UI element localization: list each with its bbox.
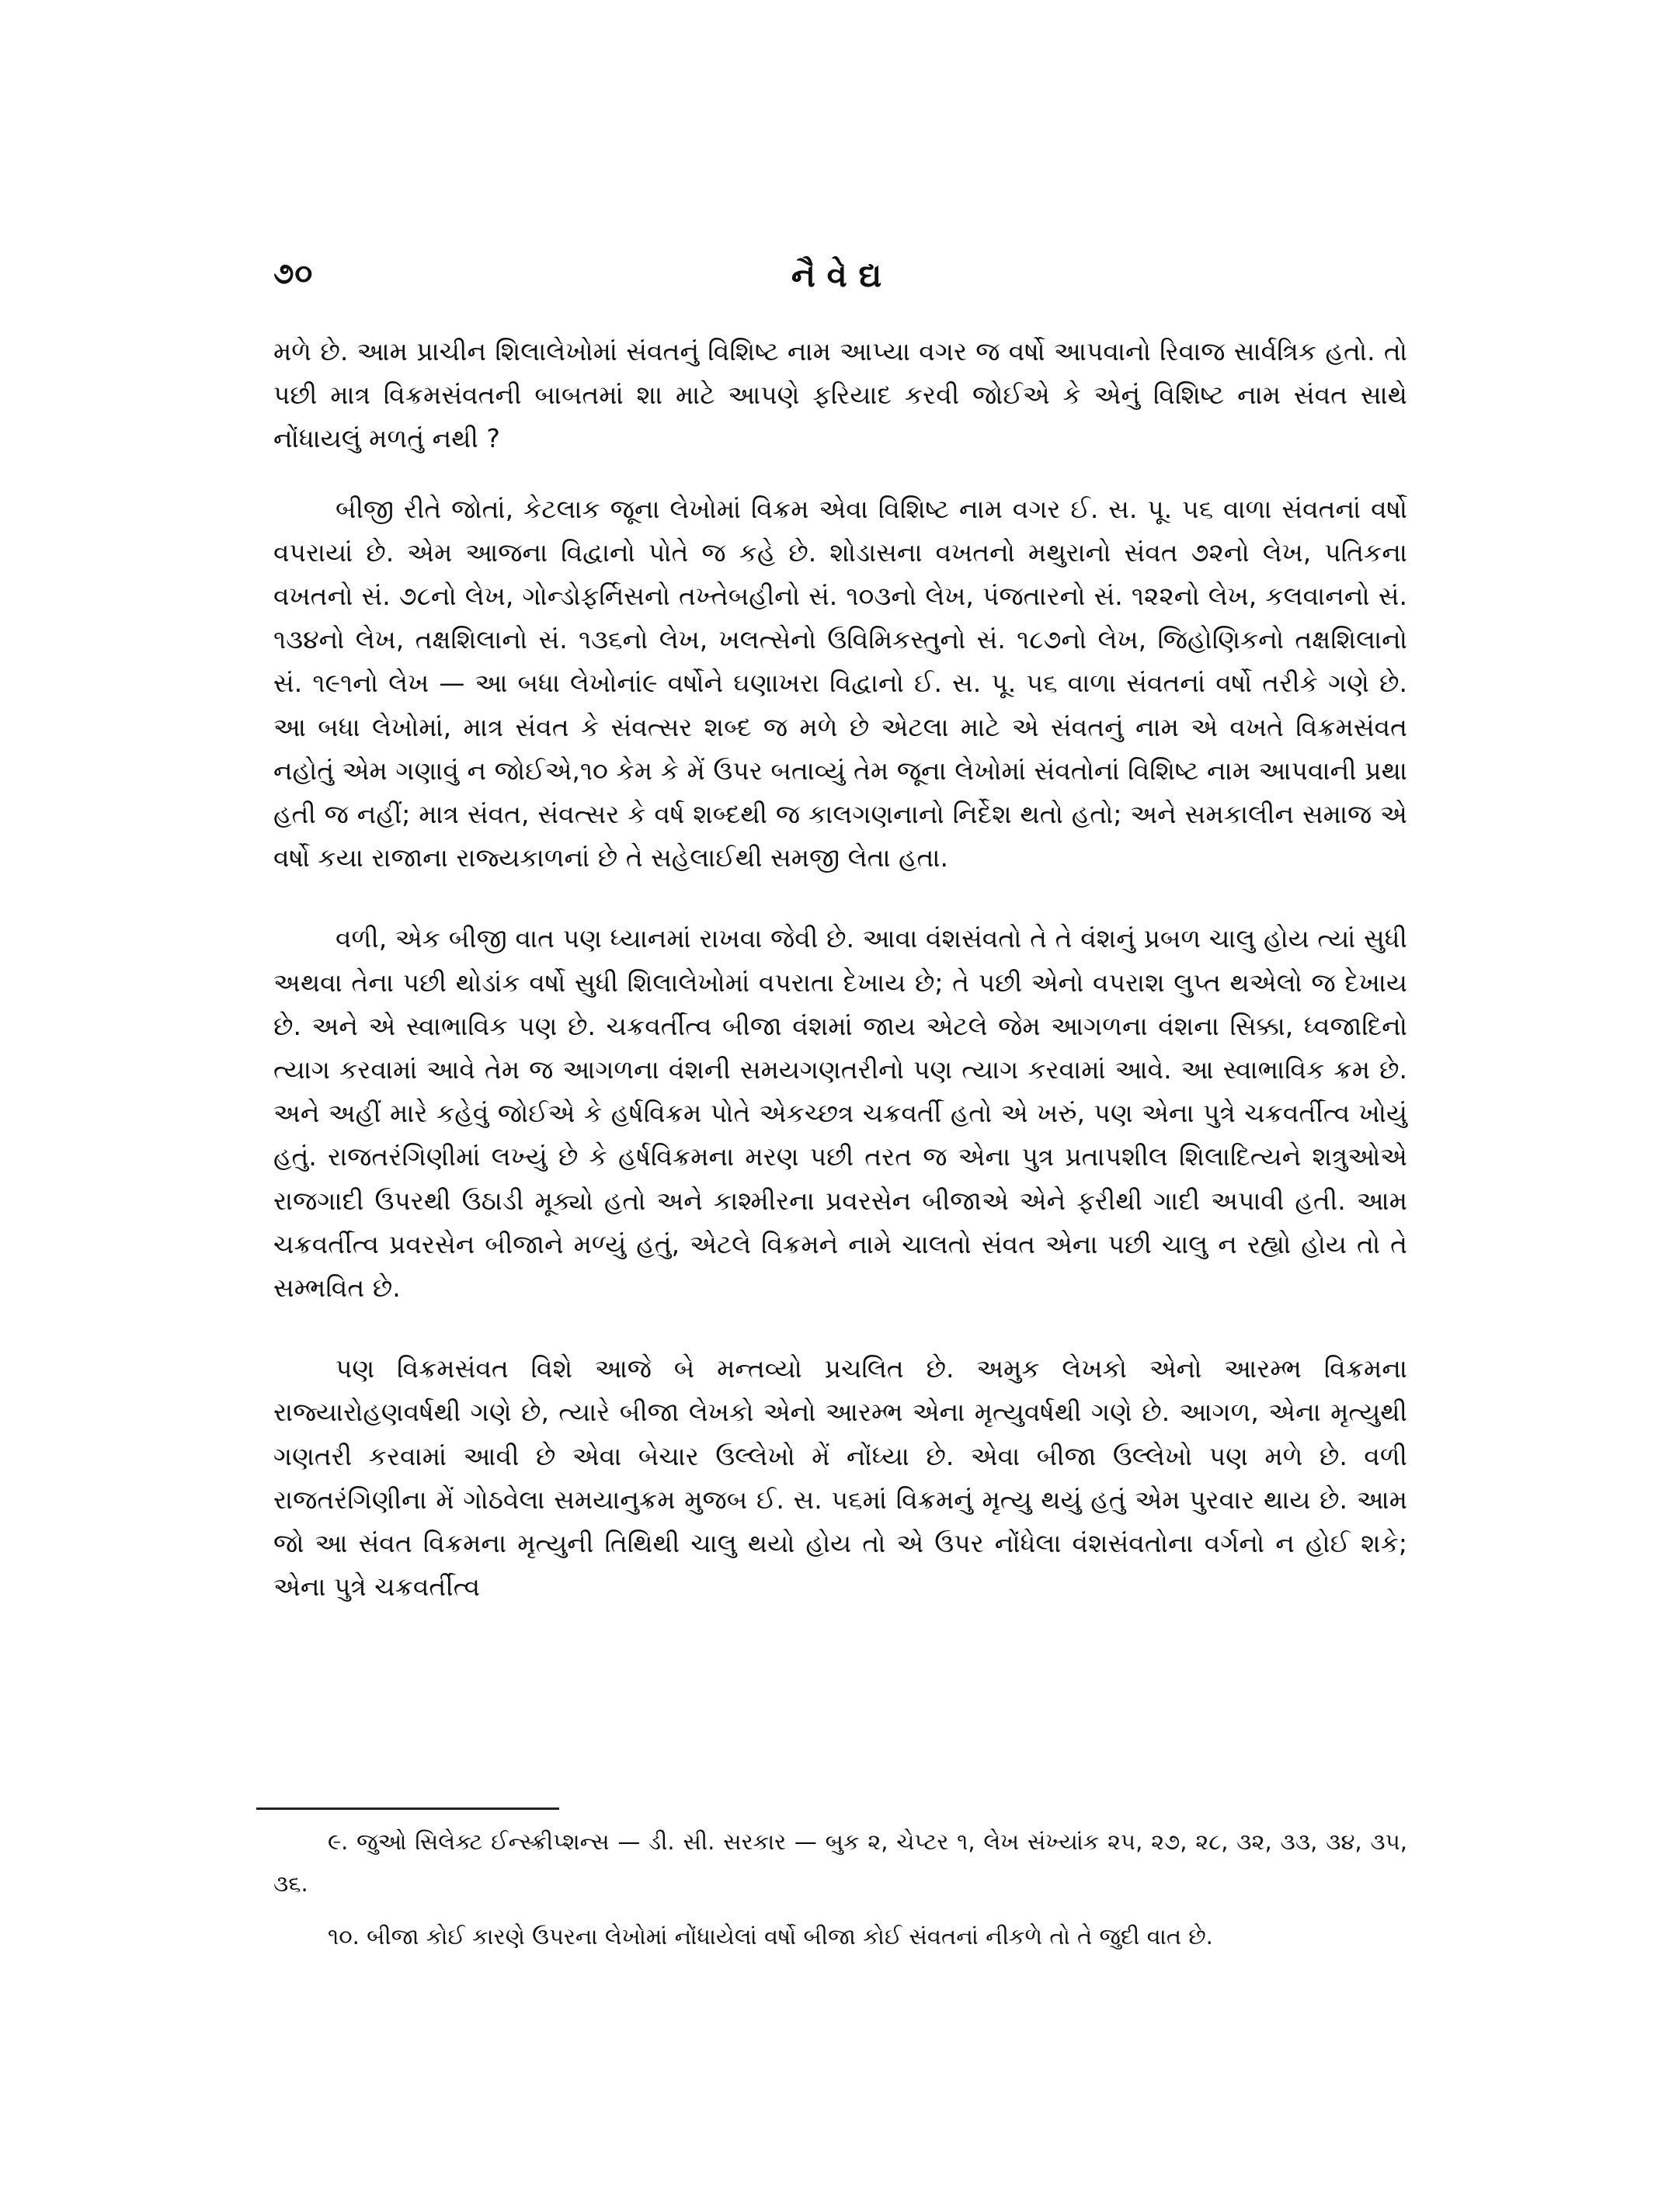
footnotes <box>273 1821 1407 1957</box>
running-title: નૈ વે દ્ય <box>791 256 882 294</box>
paragraph-2: બીજી રીતે જોતાં, કેટલાક જૂના લેખોમાં વિક્રમ એવા વિશિષ્ટ નામ વગર ઈ. સ. પૂ. ૫૬ વાળા સંવતનાં વર્ષો વપરાયાં છે. એમ આજના વિદ્વાનો પોતે જ કહે છે. શોડાસના વખતનો મથુરાનો સંવત ૭૨નો લેખ, પતિકના વખતનો સં. ૭૮નો લેખ, ગોન્ડોફર્નિસનો તખ્તેબહીનો સં. ૧૦૩નો લેખ, પંજતારનો સં. ૧૨૨નો લેખ, કલવાનનો સં. ૧૩૪નો લેખ, તક્ષશિલાનો સં. ૧૩૬નો લેખ, ખલત્સેનો ઉવિમિકસ્તુનો સં. ૧૮૭નો લેખ, જિહોણિકનો તક્ષશિલાનો સં. ૧૯૧નો લેખ — આ બધા લેખોનાં૯ વર્ષોને ઘણાખરા વિદ્વાનો ઈ. સ. પૂ. ૫૬ વાળા સંવતનાં વર્ષો તરીકે ગણે છે. આ બધા લેખોમાં, માત્ર સંવત કે સંવત્સર શબ્દ જ મળે છે એટલા માટે એ સંવતનું નામ એ વખતે વિક્રમસંવત નહોતું એમ ગણાવું ન જોઈએ,૧૦ કેમ કે મેં ઉપર બતાવ્યું તેમ જૂના લેખોમાં સંવતોનાં વિશિષ્ટ નામ આપવાની પ્રથા હતી જ નહીં; માત્ર સંવત, સંવત્સર કે વર્ષ શબ્દથી જ કાલગણનાનો નિર્દેશ થતો હતો; અને સમકાલીન સમાજ એ વર્ષો કયા રાજાના રાજ્યકાળનાં છે તે સહેલાઈથી સમજી લેતા હતા. <box>273 493 1407 873</box>
paragraph-3: વળી, એક બીજી વાત પણ ધ્યાનમાં રાખવા જેવી છે. આવા વંશસંવતો તે તે વંશનું પ્રબળ ચાલુ હોય ત્યાં સુધી અથવા તેના પછી થોડાંક વર્ષો સુધી શિલાલેખોમાં વપરાતા દેખાય છે; તે પછી એનો વપરાશ લુપ્ત થએલો જ દેખાય છે. અને એ સ્વાભાવિક પણ છે. ચક્રવર્તીત્વ બીજા વંશમાં જાય એટલે જેમ આગળના વંશના સિક્કા, ધ્વજાદિનો ત્યાગ કરવામાં આવે તેમ જ આગળના વંશની સમયગણતરીનો પણ ત્યાગ કરવામાં આવે. આ સ્વાભાવિક ક્રમ છે. અને અહીં મારે કહેવું જોઈએ કે હર્ષવિક્રમ પોતે એકચ્છત્ર ચક્રવર્તી હતો એ ખરું, પણ એના પુત્રે ચક્રવર્તીત્વ ખોયું હતું. રાજતરંગિણીમાં લખ્યું છે કે હર્ષવિક્રમના મરણ પછી તરત જ એના પુત્ર પ્રતાપશીલ શિલાદિત્યને શત્રુઓએ રાજગાદી ઉપરથી ઉઠાડી મૂક્યો હતો અને કાશ્મીરના પ્રવરસેન બીજાએ એને ફરીથી ગાદી અપાવી હતી. આમ ચક્રવર્તીત્વ પ્રવરસેન બીજાને મળ્યું હતું, એટલે વિક્રમને નામે ચાલતો સંવત એના પછી ચાલુ ન રહ્યો હોય તો તે સમ્ભવિત છે. <box>273 923 1407 1304</box>
body-text <box>273 330 1407 1609</box>
page-header <box>273 256 1400 311</box>
page-number: ૭૦ <box>273 256 314 290</box>
footnote-10: ૧૦. બીજા કોઈ કારણે ઉપરના લેખોમાં નોંધાયેલાં વર્ષો બીજા કોઈ સંવતનાં નીકળે તો તે જુદી વાત છે. <box>328 1923 1213 1950</box>
footnote-9: ૯. જુઓ સિલેક્ટ ઈન્સ્ક્રીપ્શન્સ — ડી. સી. સરકાર — બુક ૨, ચેપ્ટર ૧, લેખ સંખ્યાંક ૨૫, ૨૭, ૨૮, ૩૨, ૩૩, ૩૪, ૩૫, ૩૬. <box>273 1828 1407 1897</box>
paragraph-4: પણ વિક્રમસંવત વિશે આજે બે મન્તવ્યો પ્રચલિત છે. અમુક લેખકો એનો આરમ્ભ વિક્રમના રાજ્યારોહણવર્ષથી ગણે છે, ત્યારે બીજા લેખકો એનો આરમ્ભ એના મૃત્યુવર્ષથી ગણે છે. આગળ, એના મૃત્યુથી ગણતરી કરવામાં આવી છે એવા બેચાર ઉલ્લેખો મેં નોંધ્યા છે. એવા બીજા ઉલ્લેખો પણ મળે છે. વળી રાજતરંગિણીના મેં ગોઠવેલા સમયાનુક્રમ મુજબ ઈ. સ. ૫૬માં વિક્રમનું મૃત્યુ થયું હતું એમ પુરવાર થાય છે. આમ જો આ સંવત વિક્રમના મૃત્યુની તિથિથી ચાલુ થયો હોય તો એ ઉપર નોંધેલા વંશસંવતોના વર્ગનો ન હોઈ શકે; એના પુત્રે ચક્રવર્તીત્વ <box>273 1353 1407 1603</box>
footnote-rule <box>256 1807 559 1810</box>
paragraph-1: મળે છે. આમ પ્રાચીન શિલાલેખોમાં સંવતનું વિશિષ્ટ નામ આપ્યા વગર જ વર્ષો આપવાનો રિવાજ સાર્વત્રિક હતો. તો પછી માત્ર વિક્રમસંવતની બાબતમાં શા માટે આપણે ફરિયાદ કરવી જોઈએ કે એનું વિશિષ્ટ નામ સંવત સાથે નોંધાયલું મળતું નથી ? <box>273 336 1407 454</box>
